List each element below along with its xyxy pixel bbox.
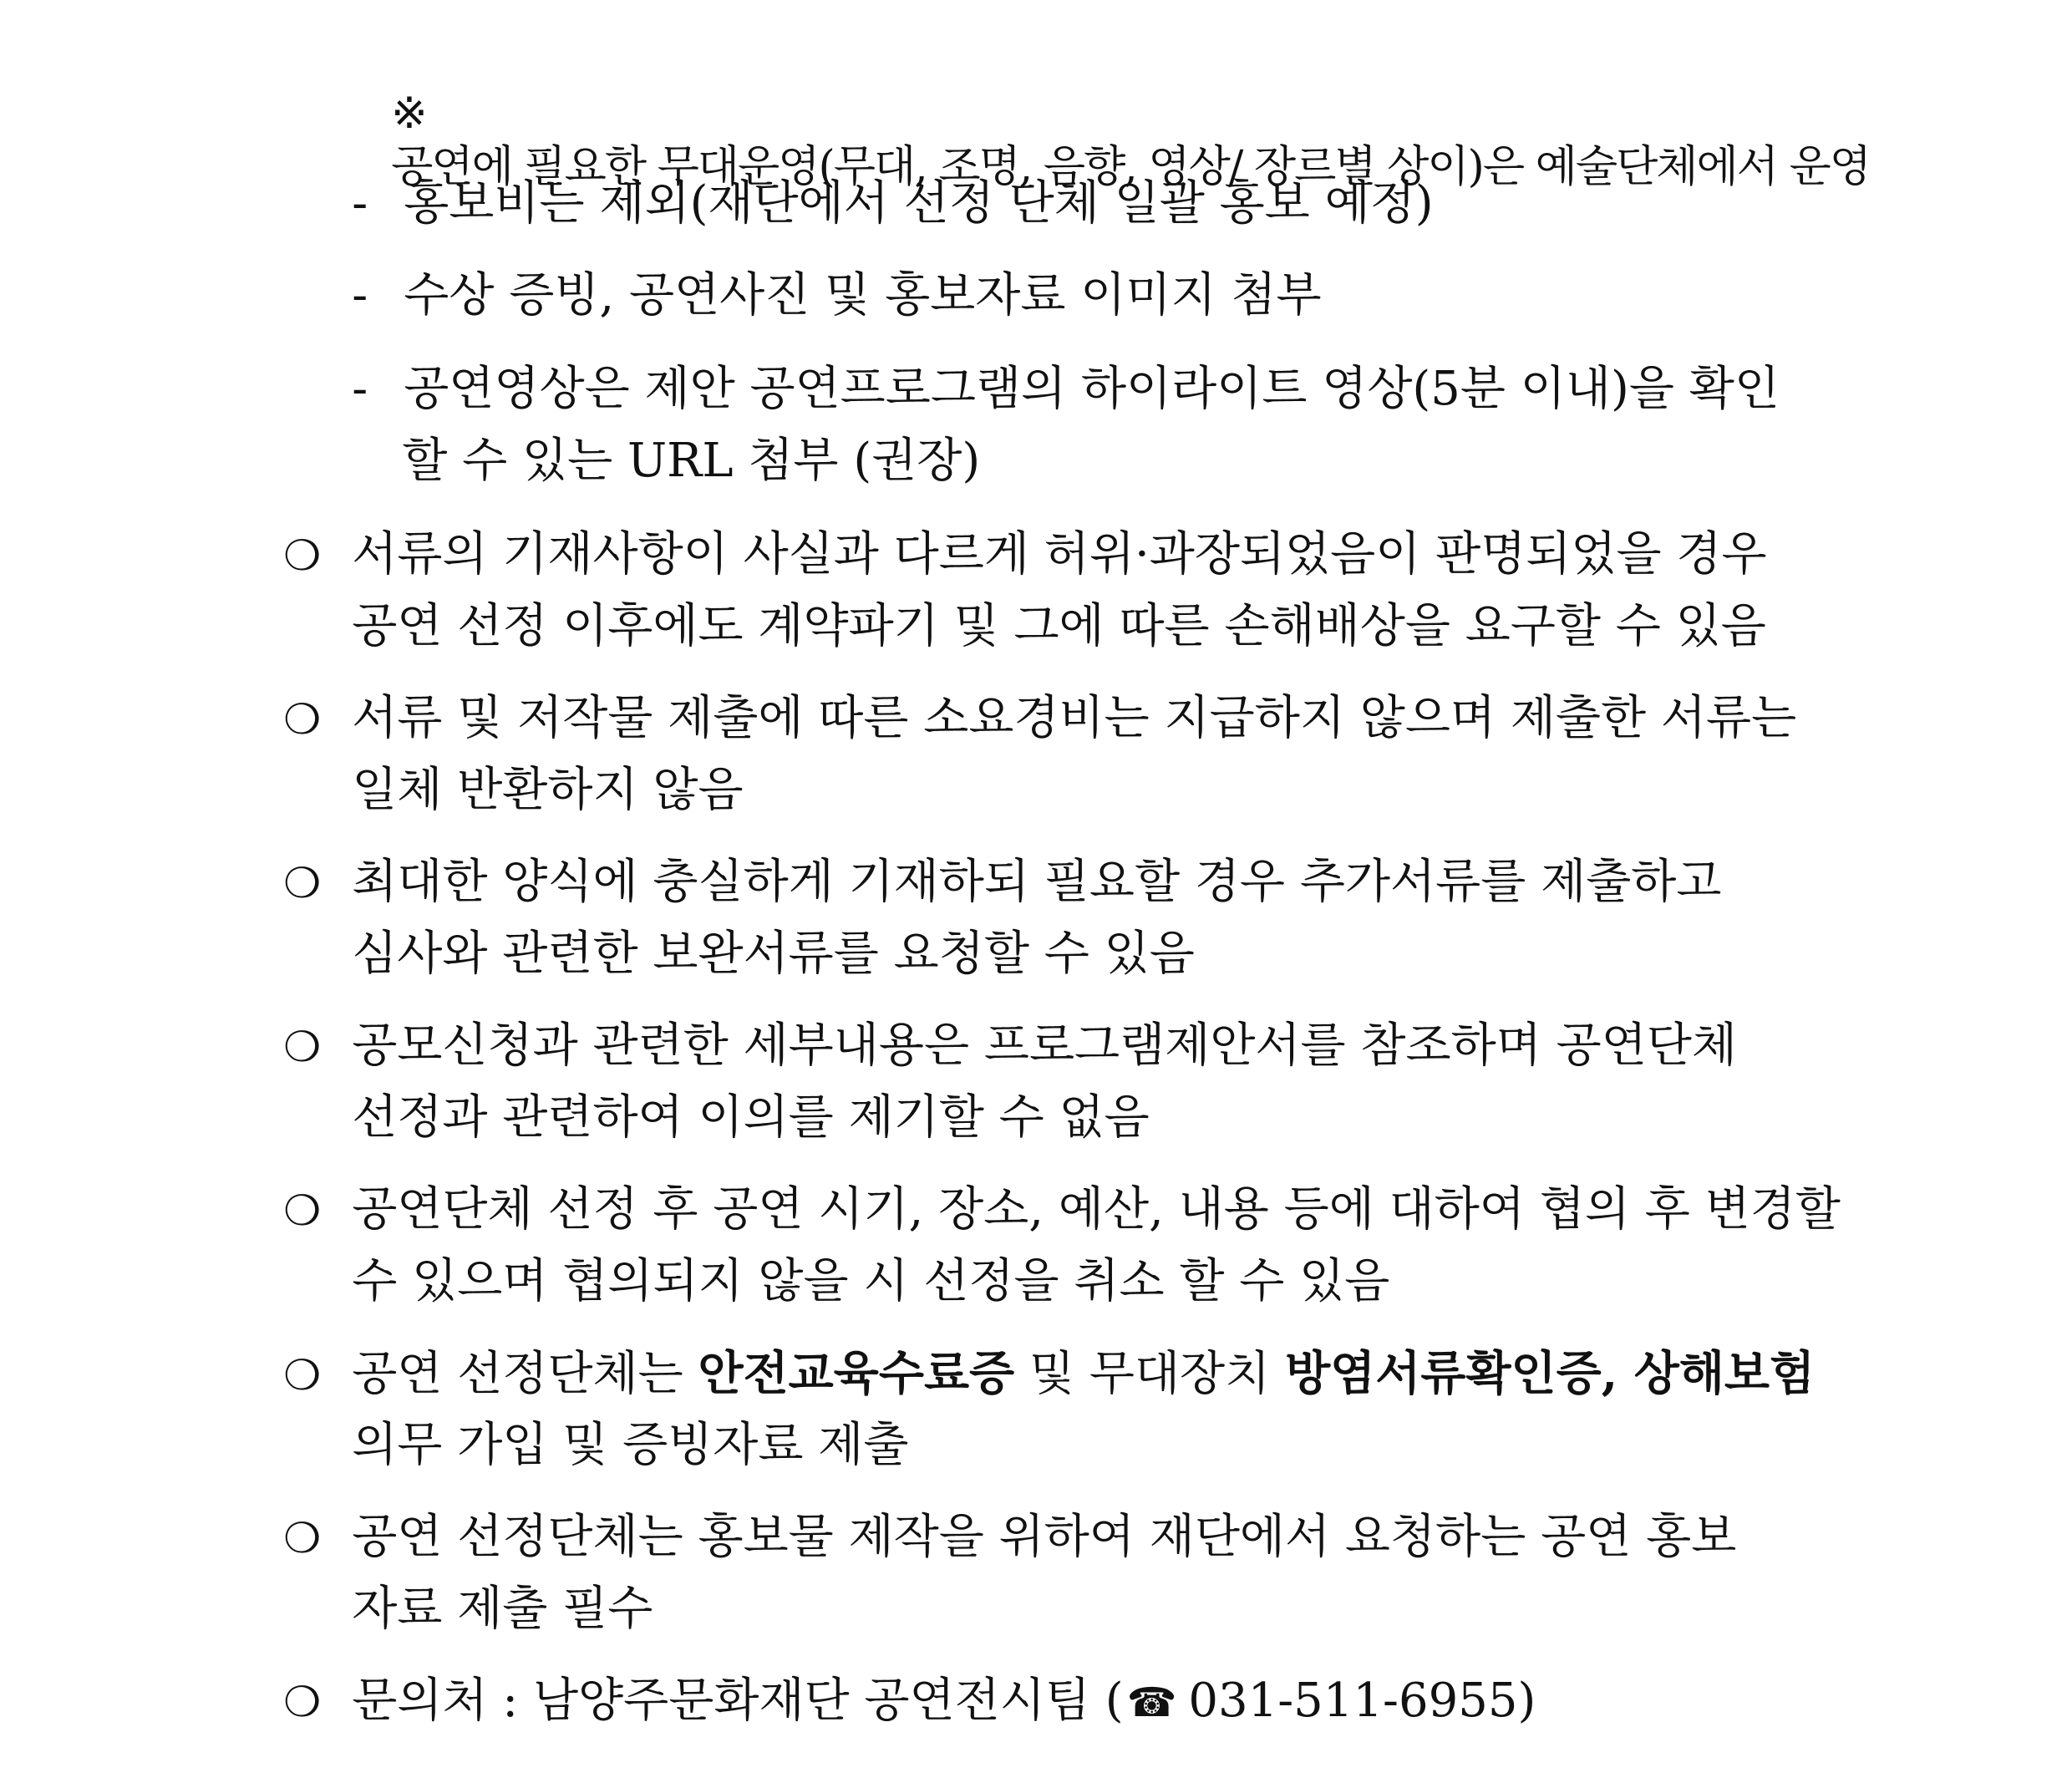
circle-bullet-icon: ❍ — [283, 1186, 322, 1235]
circle-item-text: 공연단체 선정 후 공연 시기, 장소, 예산, 내용 등에 대하여 협의 후 변경할 — [352, 1182, 1841, 1237]
circle-item-text: 서류의 기재사항이 사실과 다르게 허위·과장되었음이 판명되었을 경우 — [352, 527, 1767, 582]
reference-mark: ※ — [391, 89, 426, 139]
circle-item-text: 및 무대장치 — [1014, 1347, 1286, 1401]
circle-item-text: 공모신청과 관련한 세부내용은 프로그램제안서를 참조하며 공연단체 — [352, 1018, 1737, 1073]
dash-mark: - — [352, 176, 368, 231]
phone-icon: ☎ — [1126, 1679, 1177, 1726]
dash-item-text: 공연영상은 제안 공연프로그램의 하이라이트 영상(5분 이내)을 확인 — [404, 362, 1780, 416]
circle-item-text: 수 있으며 협의되지 않을 시 선정을 취소 할 수 있음 — [352, 1254, 1390, 1308]
circle-bullet-icon: ❍ — [283, 859, 322, 907]
circle-bullet-icon: ❍ — [283, 531, 322, 580]
circle-item-text: 공연 선정단체는 홍보물 제작을 위하여 재단에서 요청하는 공연 홍보 — [352, 1510, 1737, 1564]
circle-item-text: 최대한 양식에 충실하게 기재하되 필요할 경우 추가서류를 제출하고 — [352, 855, 1722, 909]
circle-item-text: 자료 제출 필수 — [352, 1582, 653, 1636]
note-text: 공연에 필요한 무대운영(무대, 조명, 음향, 영상/ 장르별 상이)은 예술단체에서 운영 — [391, 142, 1870, 192]
circle-item-text: 서류 및 저작물 제출에 따른 소요경비는 지급하지 않으며 제출한 서류는 — [352, 691, 1797, 745]
dash-item-text: 수상 증빙, 공연사진 및 홍보자료 이미지 첨부 — [404, 268, 1322, 323]
circle-bullet-icon: ❍ — [283, 1023, 322, 1071]
dash-item-text: 할 수 있는 URL 첨부 (권장) — [402, 434, 981, 488]
circle-bullet-icon: ❍ — [283, 1514, 322, 1562]
dash-mark: - — [352, 362, 368, 416]
contact-label: 문의처 : 남양주문화재단 공연전시팀 ( — [352, 1674, 1124, 1728]
circle-item-text: 일체 반환하지 않음 — [352, 763, 744, 817]
circle-bullet-icon: ❍ — [283, 1678, 322, 1726]
circle-bullet-icon: ❍ — [283, 1351, 322, 1399]
circle-item-contact — [224, 1621, 1887, 1783]
contact-phone-number: 031-511-6955) — [1188, 1674, 1536, 1728]
circle-item-text: 공연 선정 이후에도 계약파기 및 그에 따른 손해배상을 요구할 수 있음 — [352, 599, 1766, 653]
dash-mark: - — [352, 268, 368, 323]
fireproof-insurance-text: 방염서류확인증, 상해보험 — [1285, 1346, 1816, 1401]
safety-certificate-text: 안전교육수료증 — [698, 1346, 1015, 1401]
circle-item-text: 선정과 관련하여 이의를 제기할 수 없음 — [352, 1090, 1150, 1145]
circle-item-text: 심사와 관련한 보완서류를 요청할 수 있음 — [352, 927, 1195, 981]
circle-item-text: 의무 가입 및 증빙자료 제출 — [352, 1418, 909, 1472]
circle-item-text: 공연 선정단체는 — [352, 1347, 698, 1401]
circle-bullet-icon: ❍ — [283, 695, 322, 744]
dash-item-text: 홍보비는 제외(재단에서 선정 단체 일괄 홍보 예정) — [404, 176, 1434, 231]
